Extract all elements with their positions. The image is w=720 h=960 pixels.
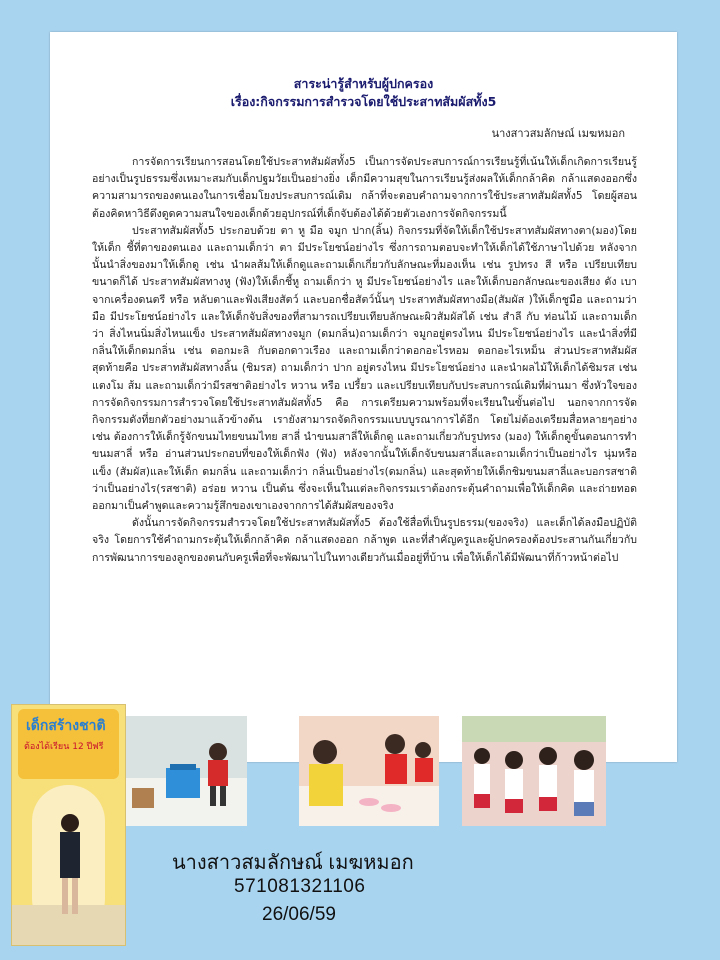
paragraph-senses: ประสาทสัมผัสทั้ง5 ประกอบด้วย ตา หู มือ จมูก ปาก(ลิ้น) กิจกรรมที่จัดให้เด็กใช้ประสาทสัมผัสทางตา(มอง)โดยให้เด็ก ชี้ที่ตาของตนเอง และถามเด็กว่า ตา มีประโยชน์อย่างไร ซึ่งการถามตอบจะทำให้เด็กได้ใช้ภาษาไปด้วย หลังจากนั้นนำสิ่งของมาให้เด็กดู เช่น นำผลส้มให้เด็กดูและถามเด็กเกี่ยวกับลักษณะที่มองเห็น เช่น รูปทรง สี หรือ เปรียบเทียบขนาดก็ได้ ประสาทสัมผัสทางหู (ฟัง)ให้เด็กชี้หู ถามเด็กว่า หู มีประโยชน์อย่างไร และให้เด็กบอกลักษณะของเสียง ดัง เบา จากเครื่องดนตรี หรือ หลับตาและฟังเสียงสัตว์ และบอกชื่อสัตว์นั้นๆ ประสาทสัมผัสทางมือ(สัมผัส )ให้เด็กชูมือ และถามว่า มือ มีประโยชน์อย่างไร และให้เด็กจับสิ่งของที่สามารถเปรียบเทียบลักษณะผิวสัมผัสได้ เช่น สำลี กับ ท่อนไม้ และถามเด็กว่า สิ่งไหนนิ่มสิ่งไหนแข็ง ประสาทสัมผัสทางจมูก (ดมกลิ่น)ถามเด็กว่า จมูกอยู่ตรงไหน มีประโยชน์อย่างไร และนำสิ่งที่มีกลิ่นให้เด็กดมกลิ่น เช่น ดอกมะลิ กับดอกดาวเรือง และถามเด็กว่าดอกอะไรหอม ดอกอะไรเหม็น ส่วนประสาทสัมผัสสุดท้ายคือ ประสาทสัมผัสทางลิ้น (ชิมรส) ถามเด็กว่า ปาก อยู่ตรงไหน มีประโยชน์อย่าง และนำผลไม้ให้เด็กได้ชิมรส เช่น แตงโม ส้ม และถามเด็กว่ามีรสชาติอย่างไร หวาน หรือ เปรี้ยว และเปรียบเทียบกับประสบการณ์เดิมที่ผ่านมา ซึ่งหัวใจของการจัดกิจกรรมการสำรวจโดยใช้ประสาทสัมผัสทั้ง5 คือ การเตรียมความพร้อมที่จะเรียนในขั้นต่อไป นอกจากการจัดกิจกรรมดังที่ยกตัวอย่างมาแล้วข้างต้น เรายังสามารถจัดกิจกรรมแบบบูรณาการได้อีก โดยไม่ต้องเตรียมสื่อหลายๆอย่าง เช่น ต้องการให้เด็กรู้จักขนมไทยขนมไทย สาลี่ นำขนมสาลี่ให้เด็กดู และถามเกี่ยวกับรูปทรง (มอง) ให้เด็กดูขั้นตอนการทำขนมสาลี่ หรือ อ่านส่วนประกอบที่ของให้เด็กฟัง (ฟัง) หลังจากนั้นให้เด็กจับขนมสาลี่และถามเด็กว่าเป็นอย่างไร นุ่มหรือแข็ง (สัมผัส)และให้เด็ก ดมกลิ่น และถามเด็กว่า กลิ่นเป็นอย่างไร(ดมกลิ่น) และสุดท้ายให้เด็กชิมขนมสาลี่และบอกรสชาติว่าเป็นอย่างไร(รสชาติ) อร่อย หวาน เป็นต้น ซึ่งจะเห็นในแต่ละกิจกรรมเราต้องกระตุ้นคำถามเพื่อให้เด็กคิด และถ่ายทอดออกมาเป็นคำพูดและความรู้สึกของเขาเองจากการได้สัมผัสของจริง [92, 224, 637, 513]
document-subtitle: เรื่อง:กิจกรรมการสำรวจโดยใช้ประสาทสัมผัสทั้ง5 [230, 94, 497, 109]
document-title: สาระน่ารู้สำหรับผู้ปกครอง [293, 76, 434, 91]
footer-name: นางสาวสมลักษณ์ เมฆหมอก [172, 852, 414, 874]
paragraph-intro: การจัดการเรียนการสอนโดยใช้ประสาทสัมผัสทั้ง5 เป็นการจัดประสบการณ์การเรียนรู้ที่เน้นให้เด็กเกิดการเรียนรู้อย่างเป็นรูปธรรมซึ่งเหมาะสมกับเด็กปฐมวัยเป็นอย่างยิ่ง เด็กมีความสุขในการเรียนรู้ส่งผลให้เด็กกล้าคิด กล้าแสดงออกซึ่งความสามารถของตนเองในการเชื่อมโยงประสบการณ์เดิม กล้าที่จะตอบคำถามจากการใช้ประสาทสัมผัสทั้ง5 โดยผู้สอนต้องคิดหาวิธีดึงดูดความสนใจของเด็กด้วยอุปกรณ์ที่เด็กจับต้องได้ด้วยตัวเองการจัดกิจกรรมนี้ [92, 156, 637, 220]
document-author: นางสาวสมลักษณ์ เมฆหมอก [491, 127, 625, 140]
paragraph-conclusion: ดังนั้นการจัดกิจกรรมสำรวจโดยใช้ประสาทสัมผัสทั้ง5 ต้องใช้สื่อที่เป็นรูปธรรม(ของจริง) และเด็กได้ลงมือปฏิบัติจริง โดยการใช้คำถามกระตุ้นให้เด็กกล้าคิด กล้าแสดงออก กล้าพูด และที่สำคัญครูและผู้ปกครองต้องประสานกันเกี่ยวกับการพัฒนาการของลูกของตนกับครูเพื่อที่จะพัฒนาไปในทางเดียวกันเมื่ออยู่ที่บ้าน เพื่อให้เด็กได้มีพัฒนาที่ก้าวหน้าต่อไป [92, 517, 637, 564]
footer-student-id: 571081321106 [234, 876, 366, 897]
document-page [50, 32, 677, 762]
poster-subline: ต้องได้เรียน 12 ปีฟรี [24, 742, 104, 752]
author-portrait-photo [11, 704, 126, 946]
poster-headline: เด็กสร้างชาติ [26, 718, 106, 734]
classroom-photo-2 [299, 716, 439, 826]
classroom-photo-3 [462, 716, 606, 826]
classroom-photo-1 [126, 716, 247, 826]
document-body [92, 154, 637, 567]
footer-date: 26/06/59 [262, 904, 336, 925]
